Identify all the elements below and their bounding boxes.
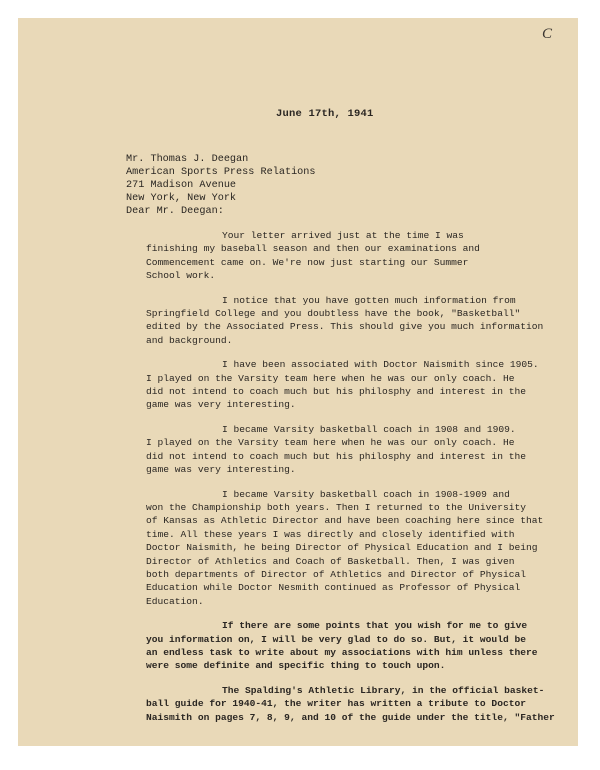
text-line: time. All these years I was directly and closely identified with xyxy=(146,528,515,540)
text-line: game was very interesting. xyxy=(146,464,296,476)
text-line: I played on the Varsity team here when he was our only coach. He xyxy=(146,372,515,384)
text-line: were some definite and specific thing to touch upon. xyxy=(146,660,446,672)
text-line: Springfield College and you doubtless have the book, "Basketball" xyxy=(146,308,521,320)
text-line: you information on, I will be very glad to do so. But, it would be xyxy=(146,633,526,645)
recipient-address xyxy=(126,153,316,205)
paragraph-3 xyxy=(146,358,551,412)
paragraph-7 xyxy=(146,684,555,724)
text-line: I played on the Varsity team here when he was our only coach. He xyxy=(146,437,515,449)
text-line: of Kansas as Athletic Director and have been coaching here since that xyxy=(146,515,544,527)
paragraph-5 xyxy=(146,488,551,609)
text-line: If there are some points that you wish for me to give xyxy=(222,620,528,632)
text-line: Education. xyxy=(146,595,204,607)
text-line: did not intend to coach much but his philosphy and interest in the xyxy=(146,450,526,462)
salutation: Dear Mr. Deegan: xyxy=(126,206,224,217)
text-line: Doctor Naismith, he being Director of Physical Education and I being xyxy=(146,542,538,554)
text-line: and background. xyxy=(146,334,233,346)
text-line: I became Varsity basketball coach in 1908 and 1909. xyxy=(222,423,516,435)
text-line: I have been associated with Doctor Naismith since 1905. xyxy=(222,359,539,371)
recipient-name: Mr. Thomas J. Deegan xyxy=(126,154,249,165)
page-mark: C xyxy=(542,26,553,42)
text-line: edited by the Associated Press. This should give you much information xyxy=(146,321,544,333)
text-line: I notice that you have gotten much information from xyxy=(222,294,516,306)
text-line: did not intend to coach much but his philosphy and interest in the xyxy=(146,386,526,398)
recipient-street: 271 Madison Avenue xyxy=(126,180,237,191)
text-line: ball guide for 1940-41, the writer has written a tribute to Doctor xyxy=(146,698,526,710)
text-line: Commencement came on. We're now just starting our Summer xyxy=(146,256,469,268)
recipient-organization: American Sports Press Relations xyxy=(126,167,316,178)
recipient-city: New York, New York xyxy=(126,193,237,204)
paragraph-6 xyxy=(146,619,551,673)
paragraph-4 xyxy=(146,423,551,477)
text-line: The Spalding's Athletic Library, in the official basket- xyxy=(222,684,545,696)
text-line: an endless task to write about my associations with him unless there xyxy=(146,646,538,658)
text-line: I became Varsity basketball coach in 1908-1909 and xyxy=(222,488,510,500)
paragraph-1 xyxy=(146,229,551,283)
text-line: both departments of Director of Athletics and Director of Physical xyxy=(146,568,526,580)
letter-body xyxy=(146,229,555,735)
text-line: game was very interesting. xyxy=(146,399,296,411)
text-line: Education while Doctor Nesmith continued as Professor of Physical xyxy=(146,582,521,594)
text-line: Naismith on pages 7, 8, 9, and 10 of the guide under the title, "Father xyxy=(146,711,555,723)
text-line: Director of Athletics and Coach of Basketball. Then, I was given xyxy=(146,555,515,567)
text-line: finishing my baseball season and then our examinations and xyxy=(146,243,480,255)
letter-date: June 17th, 1941 xyxy=(276,108,374,120)
text-line: won the Championship both years. Then I returned to the University xyxy=(146,501,526,513)
paragraph-2 xyxy=(146,294,551,348)
text-line: Your letter arrived just at the time I was xyxy=(222,230,464,241)
text-line: School work. xyxy=(146,270,216,282)
